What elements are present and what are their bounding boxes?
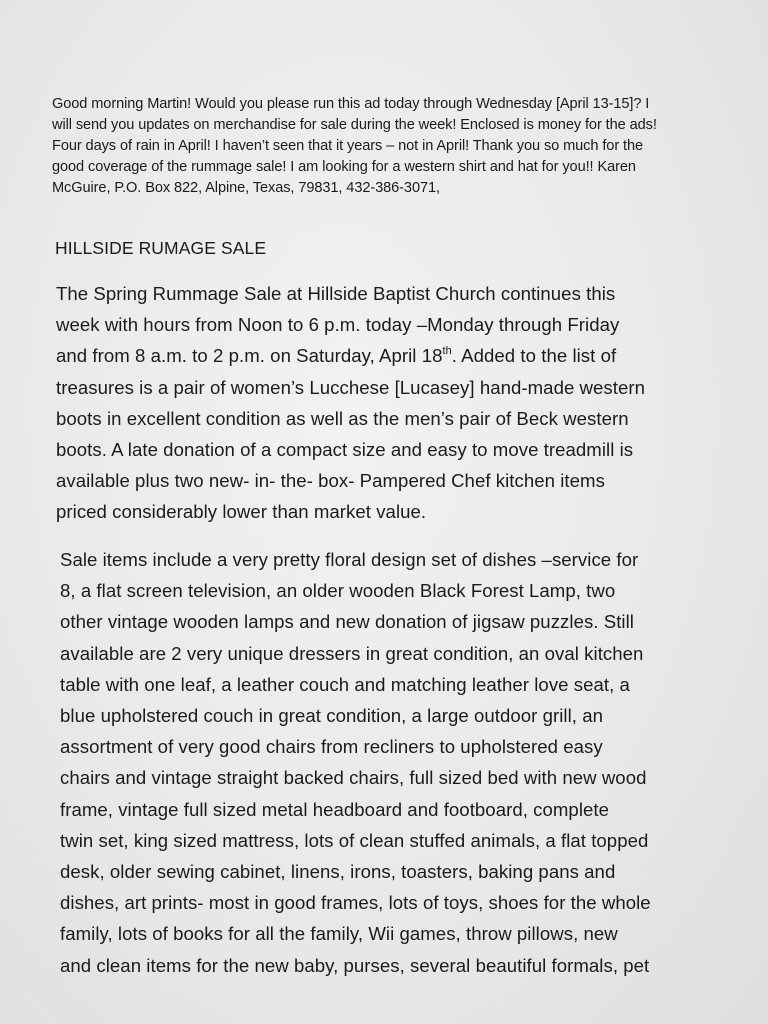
intro-note [52, 94, 742, 199]
intro-line: McGuire, P.O. Box 822, Alpine, Texas, 79831, 432-386-3071, [52, 180, 440, 196]
intro-line: Four days of rain in April! I haven’t seen that it years – not in April! Thank you so much for the [52, 138, 644, 154]
ad-paragraph-2 [60, 544, 760, 981]
date-superscript: th [442, 345, 452, 358]
paragraph-line: other vintage wooden lamps and new donation of jigsaw puzzles. Still [60, 611, 634, 633]
paragraph-line: boots. A late donation of a compact size and easy to move treadmill is [56, 439, 634, 461]
paragraph-line: assortment of very good chairs from recliners to upholstered easy [60, 736, 603, 758]
paragraph-line: 8, a flat screen television, an older wooden Black Forest Lamp, two [60, 580, 616, 602]
intro-line: good coverage of the rummage sale! I am looking for a western shirt and hat for you!! Karen [52, 159, 636, 175]
paragraph-line: Sale items include a very pretty floral design set of dishes –service for [60, 549, 639, 570]
paragraph-line: table with one leaf, a leather couch and matching leather love seat, a [60, 673, 630, 695]
paragraph-line [56, 340, 756, 371]
paragraph-line: chairs and vintage straight backed chairs, full sized bed with new wood [60, 767, 647, 789]
paragraph-line: available are 2 very unique dressers in great condition, an oval kitchen [60, 642, 644, 664]
date-tail-text: . Added to the list of [451, 345, 617, 367]
intro-line: Good morning Martin! Would you please run this ad today through Wednesday [April 13-15]? I [52, 96, 650, 112]
paragraph-line: priced considerably lower than market value. [56, 501, 427, 523]
paragraph-line: and clean items for the new baby, purses, several beautiful formals, pet [60, 954, 650, 976]
ad-heading: HILLSIDE RUMAGE SALE [55, 238, 267, 258]
paragraph-line: blue upholstered couch in great condition, a large outdoor grill, an [60, 705, 603, 727]
paragraph-line: The Spring Rummage Sale at Hillside Baptist Church continues this [56, 283, 616, 304]
paragraph-line: week with hours from Noon to 6 p.m. today –Monday through Friday [56, 314, 620, 336]
paragraph-line: available plus two new- in- the- box- Pampered Chef kitchen items [56, 470, 605, 492]
ad-paragraph-1 [56, 278, 756, 528]
paragraph-line: dishes, art prints- most in good frames, lots of toys, shoes for the whole [60, 892, 651, 914]
paragraph-line: boots in excellent condition as well as the men’s pair of Beck western [56, 407, 629, 429]
intro-line: will send you updates on merchandise for sale during the week! Enclosed is money for the ads! [52, 117, 657, 133]
paragraph-line: desk, older sewing cabinet, linens, irons, toasters, baking pans and [60, 861, 616, 883]
paragraph-line: frame, vintage full sized metal headboard and footboard, complete [60, 798, 609, 820]
paragraph-line: family, lots of books for all the family, Wii games, throw pillows, new [60, 923, 618, 945]
paragraph-line: twin set, king sized mattress, lots of clean stuffed animals, a flat topped [60, 829, 649, 851]
paragraph-line: treasures is a pair of women’s Lucchese [Lucasey] hand-made western [56, 376, 646, 398]
date-text: and from 8 a.m. to 2 p.m. on Saturday, April 18 [56, 345, 443, 367]
